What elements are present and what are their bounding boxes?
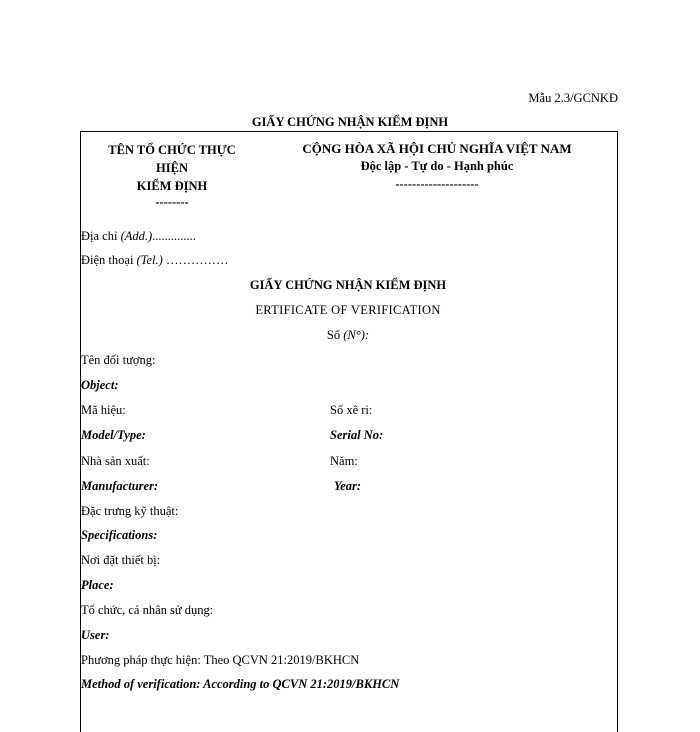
phone-line [81,253,228,268]
user-label-en: User: [81,628,110,642]
address-label: Địa chỉ [81,229,121,243]
year-label-en: Year: [334,479,362,493]
serial-label-en: Serial No: [330,428,384,442]
serial-label: Số xê ri: [330,403,373,417]
place-label-en: Place: [81,578,114,592]
manufacturer-label: Nhà sản xuất: [81,454,150,468]
object-label: Tên đối tượng: [81,353,156,367]
model-label-en: Model/Type: [81,428,146,442]
document-title: GIẤY CHỨNG NHẬN KIỂM ĐỊNH [251,115,449,129]
address-label-en: (Add.) [120,229,153,243]
certificate-number-label: Số [326,328,344,342]
manufacturer-label-en: Manufacturer: [81,479,159,493]
address-dots: .............. [152,229,196,243]
place-label: Nơi đặt thiết bị: [81,553,161,567]
method-label: Phương pháp thực hiện: Theo QCVN 21:2019/BKHCN [81,653,360,667]
organization-divider: -------- [155,195,189,209]
address-line [81,229,196,244]
phone-label: Điện thoại [81,253,137,267]
organization-name [92,141,252,195]
certificate-number [80,328,616,343]
organization-name-line-3: KIỂM ĐỊNH [136,179,208,193]
year-label: Năm: [330,454,358,468]
country-divider: -------------------- [395,177,479,191]
model-label: Mã hiệu: [81,403,126,417]
form-code: Mẫu 2.3/GCNKĐ [528,91,618,105]
certificate-title: GIẤY CHỨNG NHẬN KIỂM ĐỊNH [249,278,447,292]
phone-label-en: (Tel.) [136,253,163,267]
certificate-number-label-en: (N°): [343,328,370,342]
object-label-en: Object: [81,378,119,392]
user-label: Tổ chức, cá nhân sử dụng: [81,603,214,617]
country-name: CỘNG HÒA XÃ HỘI CHỦ NGHĨA VIỆT NAM [302,141,572,156]
organization-name-line-2: HIỆN [156,161,188,175]
organization-name-line-1: TÊN TỔ CHỨC THỰC [108,143,236,157]
specifications-label: Đặc trưng kỹ thuật: [81,504,179,518]
phone-dots: …………… [162,253,229,267]
certificate-title-en: ERTIFICATE OF VERIFICATION [255,303,441,317]
method-label-en: Method of verification: According to QCVN 21:2019/BKHCN [81,677,400,691]
national-motto: Độc lập - Tự do - Hạnh phúc [360,159,514,173]
specifications-label-en: Specifications: [81,528,158,542]
